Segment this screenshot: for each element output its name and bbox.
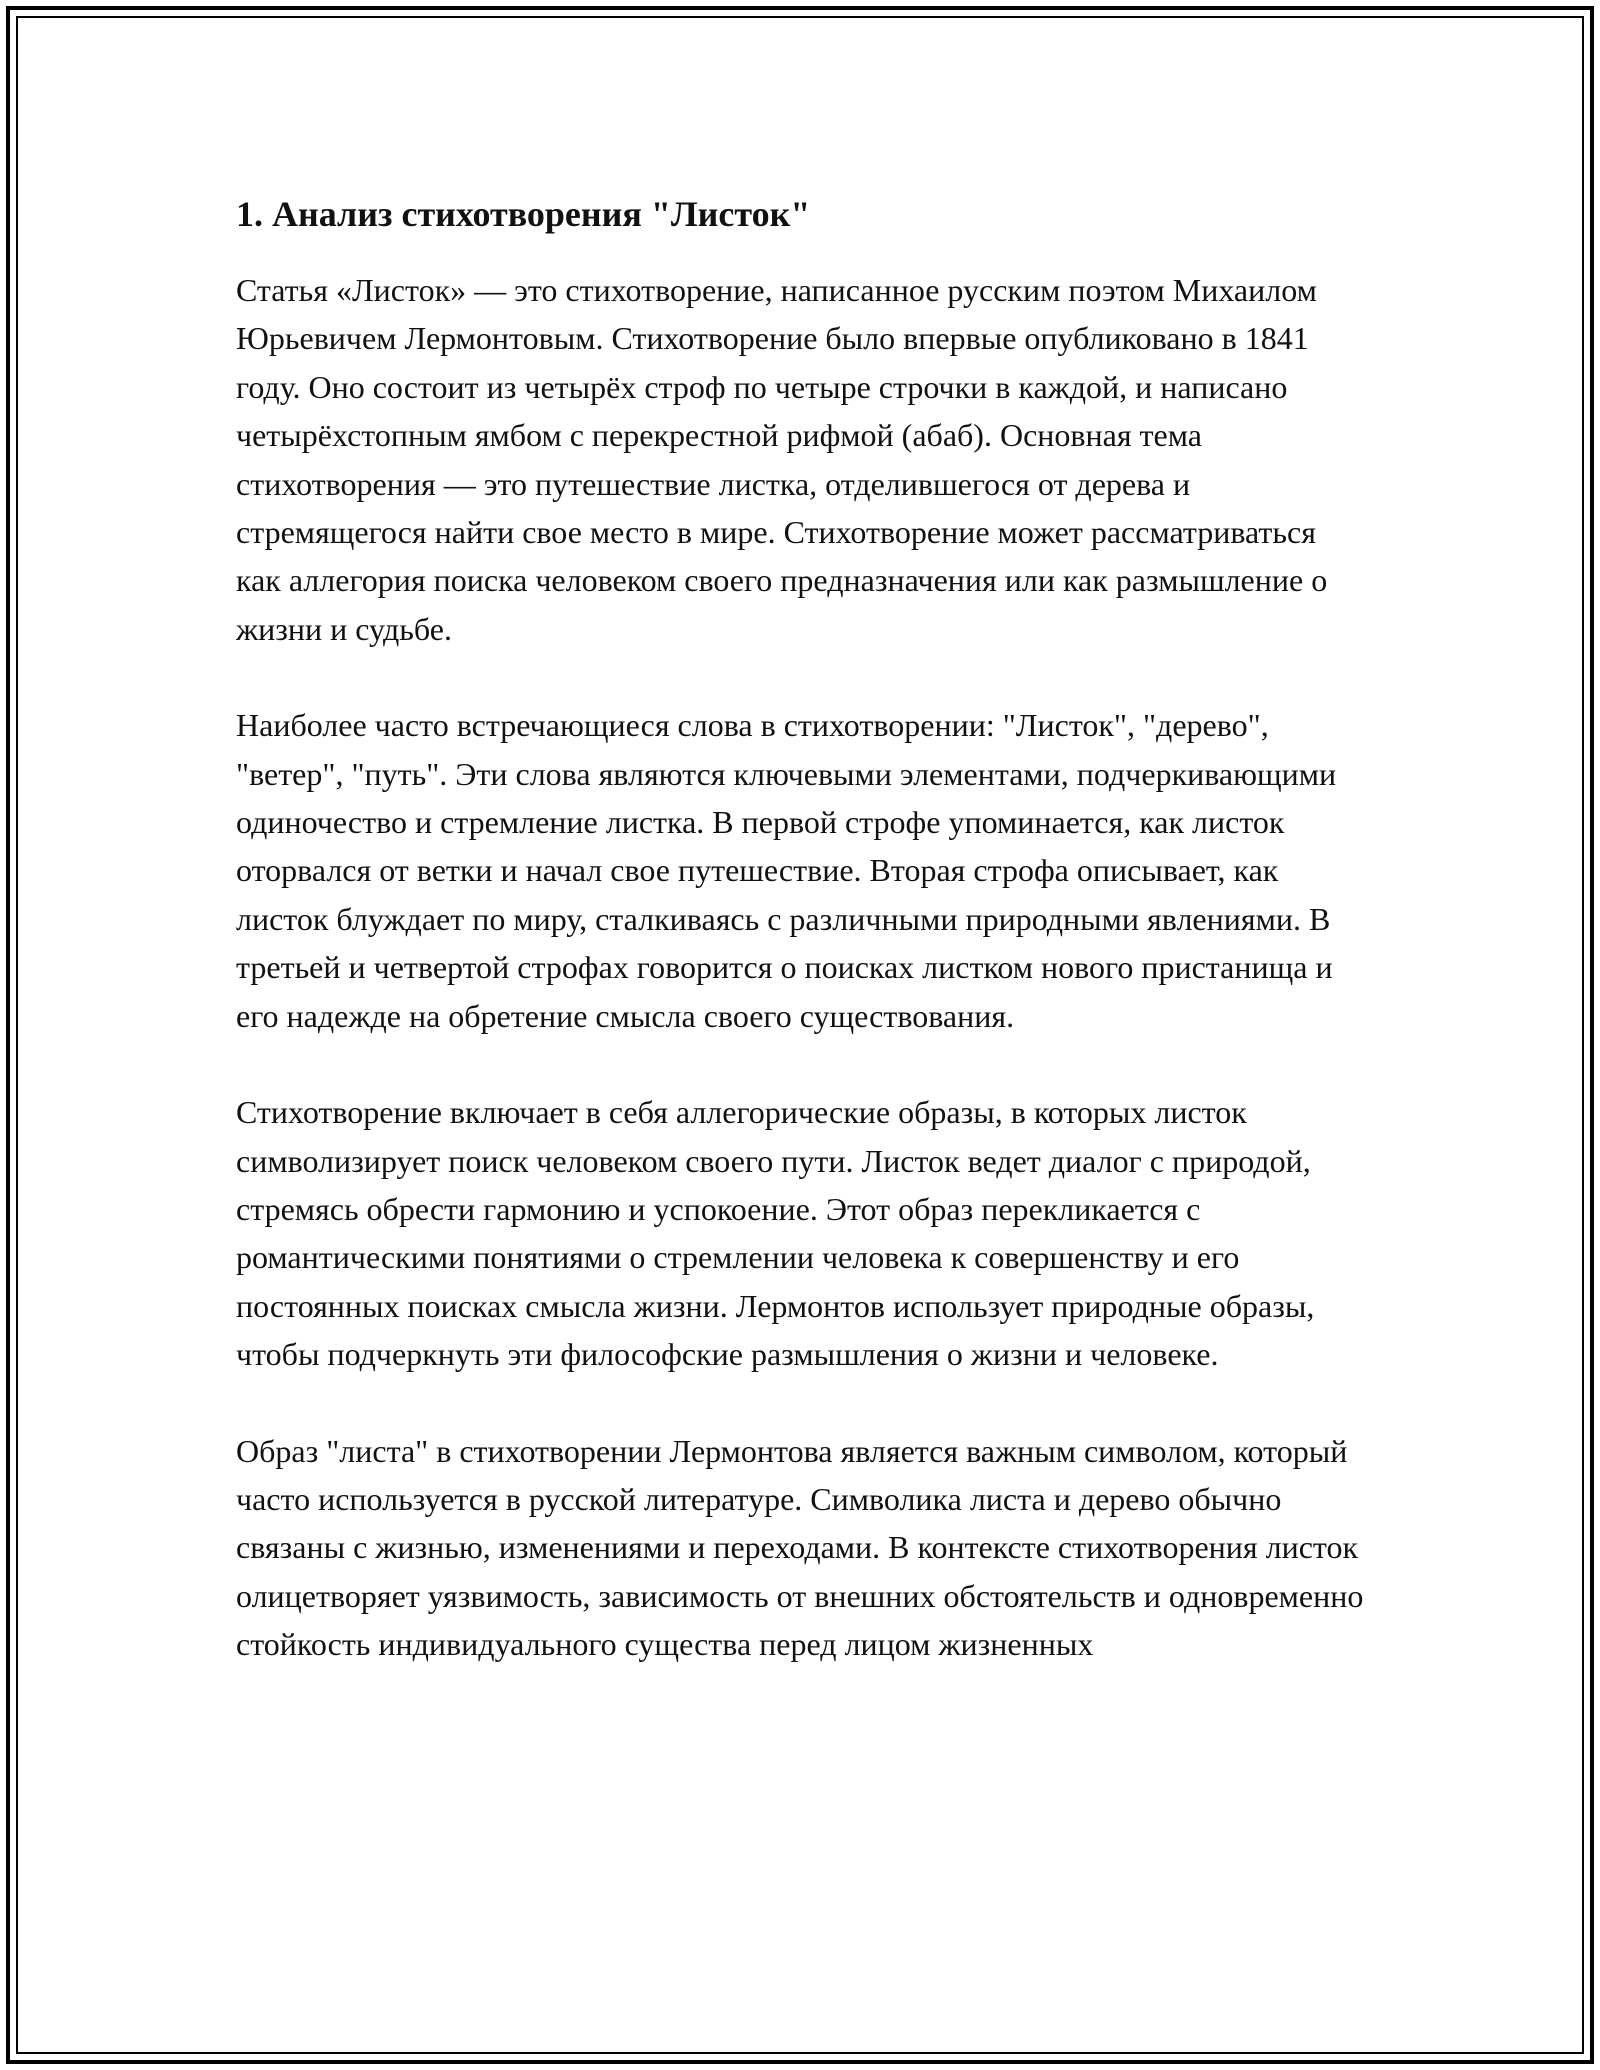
paragraph-1: Статья «Листок» — это стихотворение, написанное русским поэтом Михаилом Юрьевичем Лермонтовым. Стихотворение было впервые опубликовано в 1841 году. Оно состоит из четырёх строф по четыре строчки в каждой, и написано четырёхстопным ямбом с перекрестной рифмой (абаб). Основная тема стихотворения — это путешествие листка, отделившегося от дерева и стремящегося найти свое место в мире. Стихотворение может рассматриваться как аллегория поиска человеком своего предназначения или как размышление о жизни и судьбе. [236, 272, 1328, 647]
paragraph-4: Образ "листа" в стихотворении Лермонтова является важным символом, который часто используется в русской литературе. Символика листа и дерево обычно связаны с жизнью, изменениями и переходами. В контексте стихотворения листок олицетворяет уязвимость, зависимость от внешних обстоятельств и одновременно стойкость индивидуального существа перед лицом жизненных [236, 1432, 1364, 1663]
document-body [236, 186, 1366, 1669]
section-heading: 1. Анализ стихотворения "Листок" [236, 194, 811, 234]
paragraph-2: Наиболее часто встречающиеся слова в стихотворении: "Листок", "дерево", "ветер", "путь". Эти слова являются ключевыми элементами, подчеркивающими одиночество и стремление листка. В первой строфе упоминается, как листок оторвался от ветки и начал свое путешествие. Вторая строфа описывает, как листок блуждает по миру, сталкиваясь с различными природными явлениями. В третьей и четвертой строфах говорится о поисках листком нового пристанища и его надежде на обретение смысла своего существования. [236, 707, 1337, 1034]
paragraph-3: Стихотворение включает в себя аллегорические образы, в которых листок символизирует поиск человеком своего пути. Листок ведет диалог с природой, стремясь обрести гармонию и успокоение. Этот образ перекликается с романтическими понятиями о стремлении человека к совершенству и его постоянных поисках смысла жизни. Лермонтов использует природные образы, чтобы подчеркнуть эти философские размышления о жизни и человеке. [236, 1094, 1315, 1373]
